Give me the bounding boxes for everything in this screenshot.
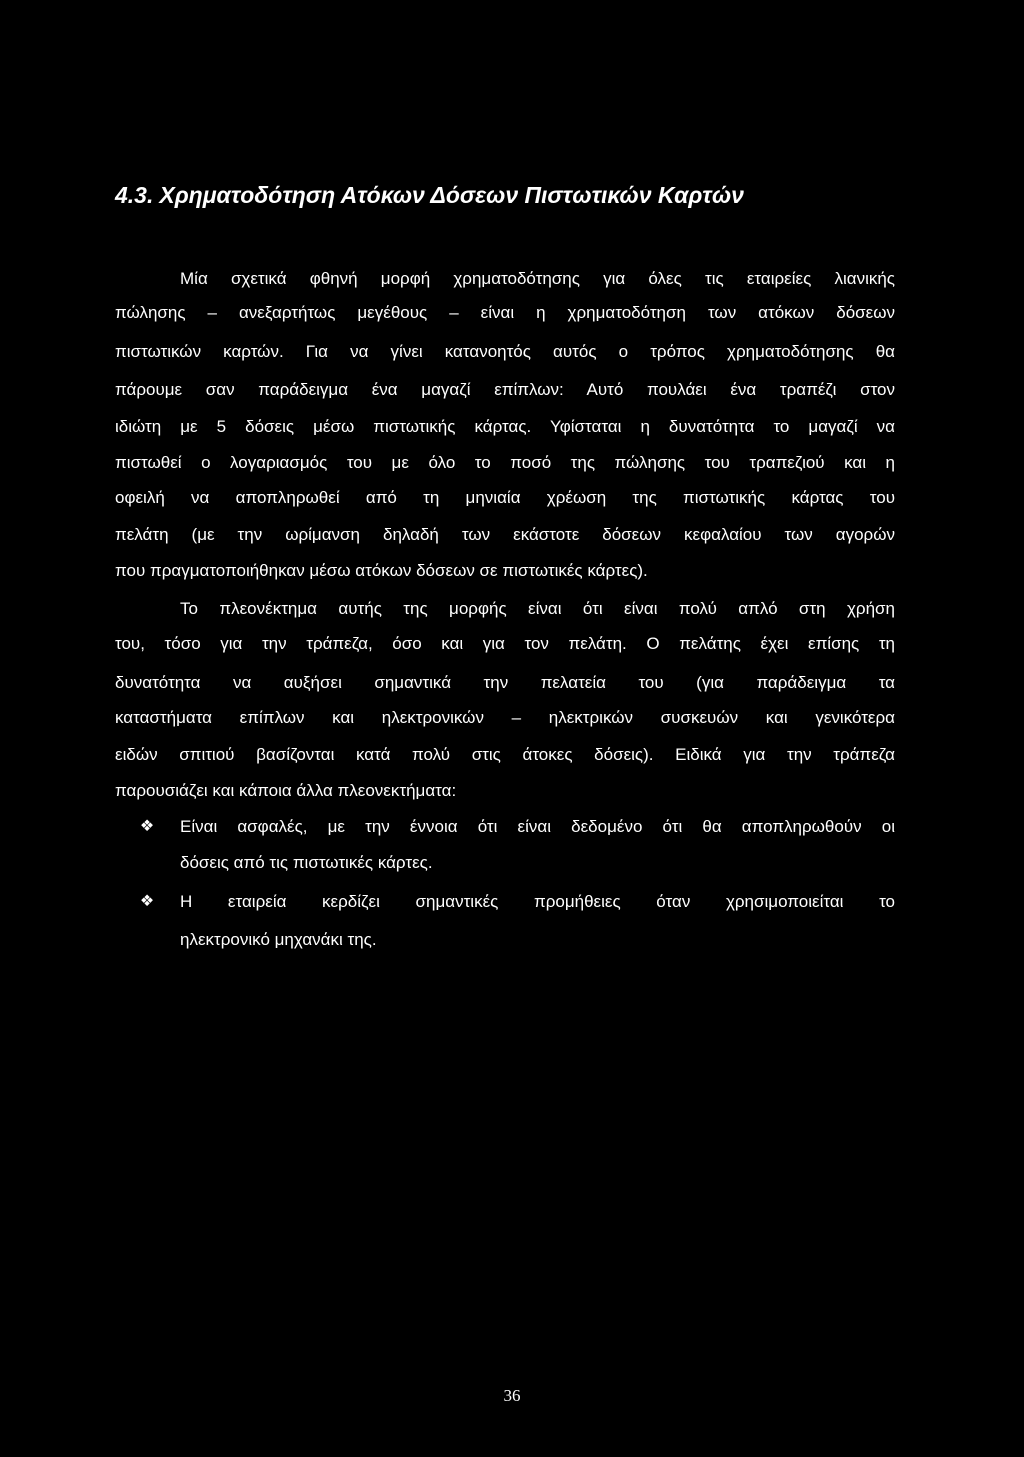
bullet-line: Είναι ασφαλές, με την έννοια ότι είναι δεδομένο ότι θα αποπληρωθούν οι <box>180 817 895 836</box>
section-title: Χρηματοδότηση Ατόκων Δόσεων Πιστωτικών Καρτών <box>159 182 744 208</box>
paragraph-line: πάρουμε σαν παράδειγμα ένα μαγαζί επίπλων: Αυτό πουλάει ένα τραπέζι στον <box>115 380 895 399</box>
paragraph-line: παρουσιάζει και κάποια άλλα πλεονεκτήματα: <box>115 781 457 800</box>
paragraph-line: του, τόσο για την τράπεζα, όσο και για τον πελάτη. Ο πελάτης έχει επίσης τη <box>115 634 895 653</box>
section-heading <box>115 180 744 210</box>
paragraph-line: ειδών σπιτιού βασίζονται κατά πολύ στις άτοκες δόσεις). Ειδικά για την τράπεζα <box>115 745 895 764</box>
paragraph-line: καταστήματα επίπλων και ηλεκτρονικών – ηλεκτρικών συσκευών και γενικότερα <box>115 708 895 727</box>
bullet-line: ηλεκτρονικό μηχανάκι της. <box>180 930 377 949</box>
bullet-line: Η εταιρεία κερδίζει σημαντικές προμήθειες όταν χρησιμοποιείται το <box>180 892 895 911</box>
section-number: 4.3. <box>115 182 154 208</box>
paragraph-line: πώλησης – ανεξαρτήτως μεγέθους – είναι η χρηματοδότηση των ατόκων δόσεων <box>115 303 895 322</box>
diamond-bullet-icon: ❖ <box>139 893 155 910</box>
paragraph-line: Το πλεονέκτημα αυτής της μορφής είναι ότι είναι πολύ απλό στη χρήση <box>180 599 895 618</box>
paragraph-line: πελάτη (με την ωρίμανση δηλαδή των εκάστοτε δόσεων κεφαλαίου των αγορών <box>115 525 895 544</box>
paragraph-line: δυνατότητα να αυξήσει σημαντικά την πελατεία του (για παράδειγμα τα <box>115 673 895 692</box>
paragraph-line: Μία σχετικά φθηνή μορφή χρηματοδότησης για όλες τις εταιρείες λιανικής <box>180 269 895 288</box>
bullet-line: δόσεις από τις πιστωτικές κάρτες. <box>180 853 433 872</box>
paragraph-line: ιδιώτη με 5 δόσεις μέσω πιστωτικής κάρτας. Υφίσταται η δυνατότητα το μαγαζί να <box>115 417 895 436</box>
paragraph-line: πιστωθεί ο λογαριασμός του με όλο το ποσό της πώλησης του τραπεζιού και η <box>115 453 895 472</box>
paragraph-line: που πραγματοποιήθηκαν μέσω ατόκων δόσεων σε πιστωτικές κάρτες). <box>115 561 648 580</box>
diamond-bullet-icon: ❖ <box>139 818 155 835</box>
paragraph-line: πιστωτικών καρτών. Για να γίνει κατανοητός αυτός ο τρόπος χρηματοδότησης θα <box>115 342 895 361</box>
page-number: 36 <box>503 1386 521 1405</box>
paragraph-line: οφειλή να αποπληρωθεί από τη μηνιαία χρέωση της πιστωτικής κάρτας του <box>115 488 895 507</box>
